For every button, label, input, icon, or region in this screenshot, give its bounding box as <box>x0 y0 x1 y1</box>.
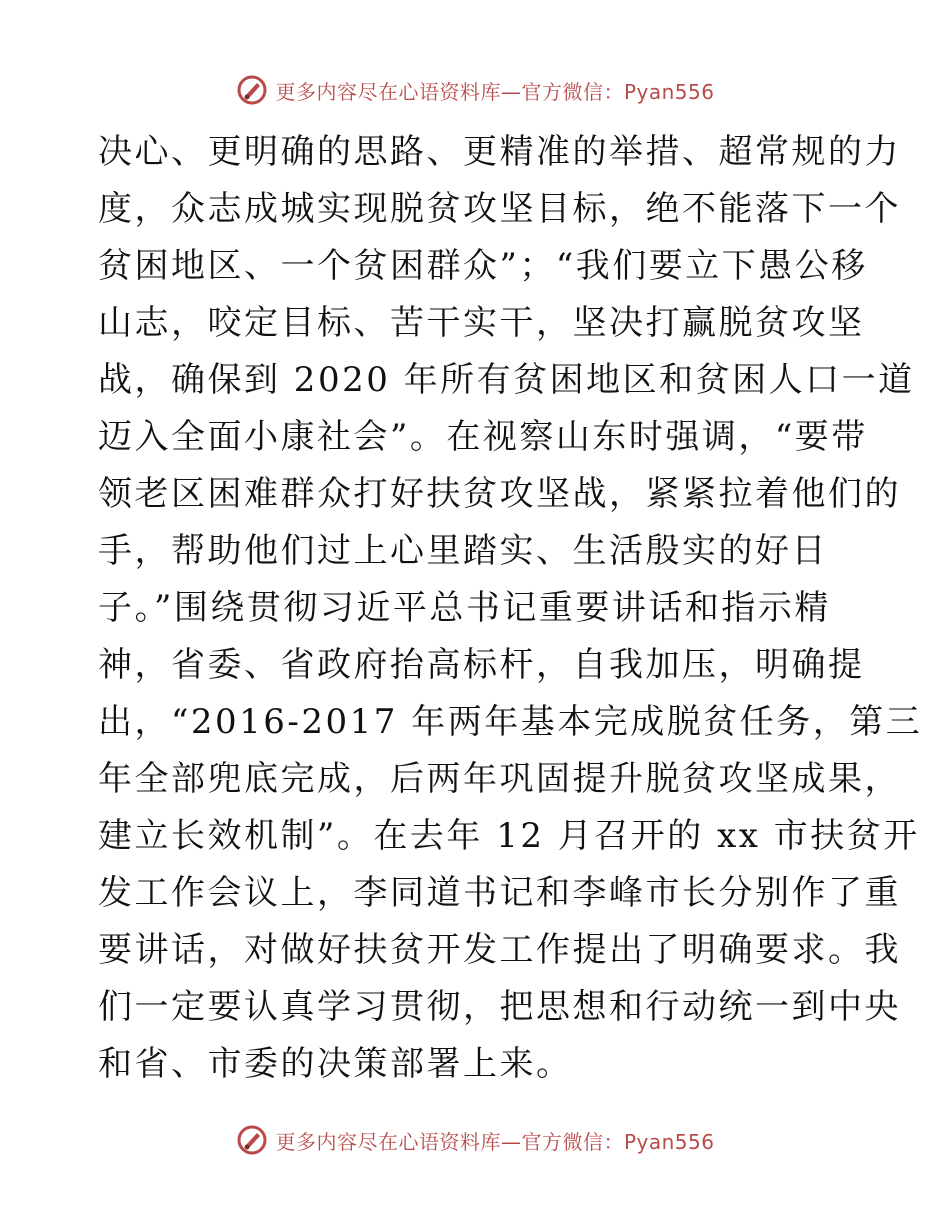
body-line: 出，“2016-2017 年两年基本完成脱贫任务，第三 <box>98 702 923 742</box>
body-line: 手，帮助他们过上心里踏实、生活殷实的好日 <box>98 531 828 571</box>
logo-icon <box>235 1123 269 1157</box>
header-banner-text: 更多内容尽在心语资料库—官方微信：Pyan556 <box>275 79 715 104</box>
footer-banner <box>0 1120 950 1160</box>
document-body <box>98 124 923 1093</box>
body-line: 贫困地区、一个贫困群众”；“我们要立下愚公移 <box>98 246 868 286</box>
body-line: 们一定要认真学习贯彻，把思想和行动统一到中央 <box>98 987 901 1027</box>
body-line: 山志，咬定目标、苦干实干，坚决打赢脱贫攻坚 <box>98 303 865 343</box>
body-line: 神，省委、省政府抬高标杆，自我加压，明确提 <box>98 645 865 685</box>
body-line: 战，确保到 2020 年所有贫困地区和贫困人口一道 <box>98 360 915 400</box>
footer-banner-text: 更多内容尽在心语资料库—官方微信：Pyan556 <box>275 1129 715 1154</box>
body-line: 度，众志成城实现脱贫攻坚目标，绝不能落下一个 <box>98 189 901 229</box>
logo-icon <box>235 73 269 107</box>
body-line: 决心、更明确的思路、更精准的举措、超常规的力 <box>98 132 901 172</box>
body-line: 建立长效机制”。在去年 12 月召开的 xx 市扶贫开 <box>98 816 920 856</box>
header-banner <box>0 70 950 110</box>
body-line: 和省、市委的决策部署上来。 <box>98 1044 573 1084</box>
body-line: 领老区困难群众打好扶贫攻坚战，紧紧拉着他们的 <box>98 474 901 514</box>
body-line: 迈入全面小康社会”。在视察山东时强调，“要带 <box>98 417 868 457</box>
body-line: 子。”围绕贯彻习近平总书记重要讲话和指示精 <box>98 588 831 628</box>
body-line: 要讲话，对做好扶贫开发工作提出了明确要求。我 <box>98 930 901 970</box>
body-line: 发工作会议上，李同道书记和李峰市长分别作了重 <box>98 873 901 913</box>
body-line: 年全部兜底完成，后两年巩固提升脱贫攻坚成果， <box>98 759 901 799</box>
